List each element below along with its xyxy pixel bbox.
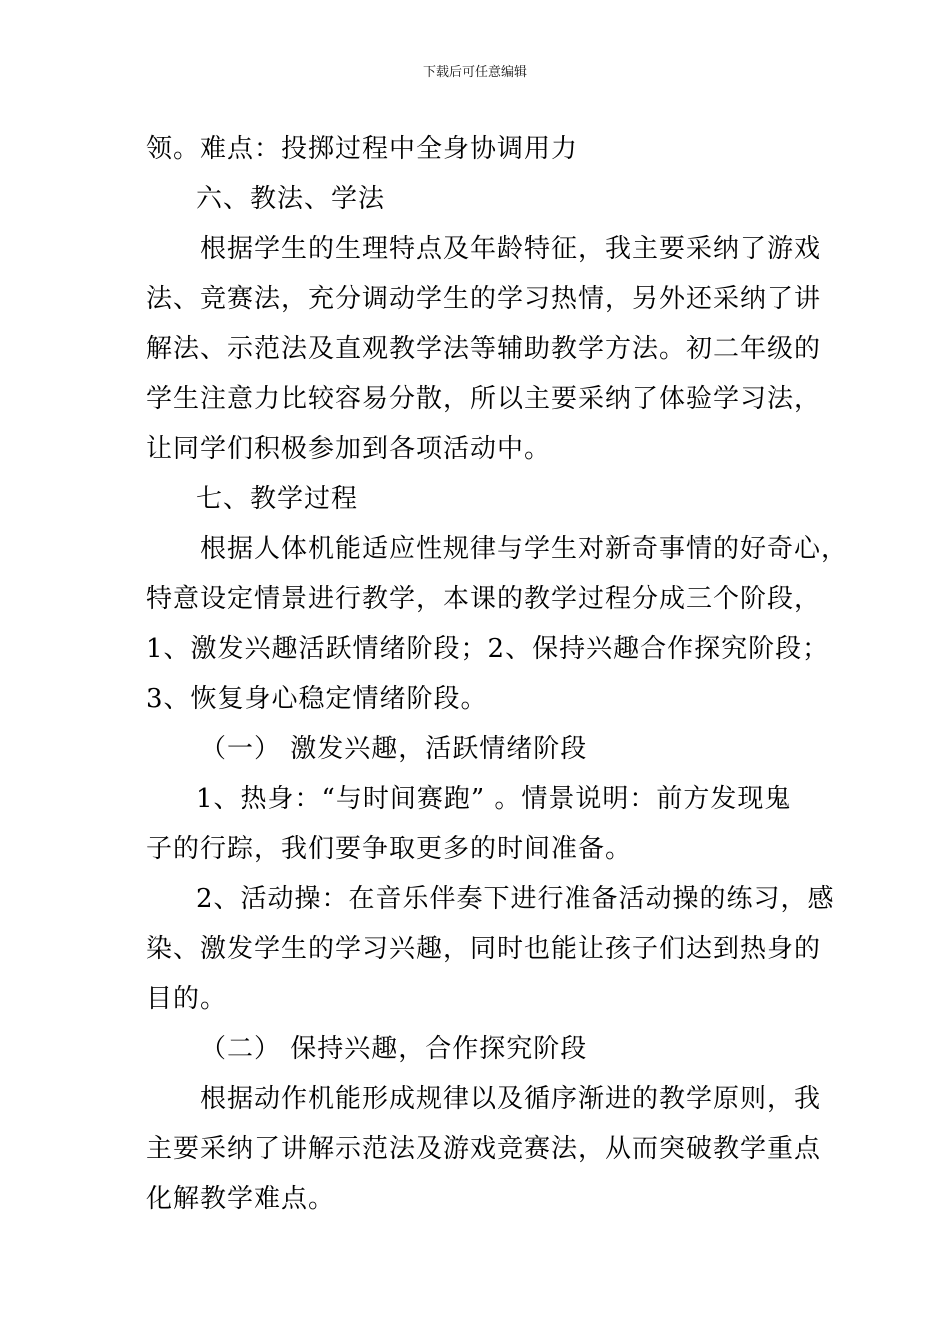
text-line: 2、活动操：在音乐伴奏下进行准备活动操的练习，感: [196, 884, 835, 914]
text-line: 特意设定情景进行教学，本课的教学过程分成三个阶段，: [146, 584, 822, 614]
page-header: 下载后可任意编辑: [422, 65, 527, 80]
text-line: 1、热身：“与时间赛跑” 。情景说明：前方发现鬼: [196, 784, 792, 814]
text-line: 根据动作机能形成规律以及循序渐进的教学原则，我: [200, 1084, 822, 1114]
text-line: 化解教学难点。: [146, 1184, 336, 1214]
text-line: 目的。: [146, 984, 228, 1014]
text-line: 主要采纳了讲解示范法及游戏竞赛法，从而突破教学重点: [146, 1134, 822, 1164]
section-heading: 六、教法、学法: [196, 184, 386, 214]
text-line: 染、激发学生的学习兴趣，同时也能让孩子们达到热身的: [146, 934, 822, 964]
text-line: 根据人体机能适应性规律与学生对新奇事情的好奇心，: [200, 534, 849, 564]
section-heading: 七、教学过程: [196, 484, 359, 514]
text-line: 法、竞赛法，充分调动学生的学习热情，另外还采纳了讲: [146, 284, 822, 314]
text-line: 3、恢复身心稳定情绪阶段。: [146, 684, 488, 714]
text-line: 让同学们积极参加到各项活动中。: [146, 434, 552, 464]
text-line: 根据学生的生理特点及年龄特征，我主要采纳了游戏: [200, 234, 822, 264]
text-line: 领。难点：投掷过程中全身协调用力: [146, 134, 579, 164]
subsection-heading: （二） 保持兴趣，合作探究阶段: [200, 1034, 588, 1064]
text-line: 解法、示范法及直观教学法等辅助教学方法。初二年级的: [146, 334, 822, 364]
text-line: 1、激发兴趣活跃情绪阶段；2、保持兴趣合作探究阶段；: [146, 634, 830, 664]
text-line: 学生注意力比较容易分散，所以主要采纳了体验学习法，: [146, 384, 822, 414]
subsection-heading: （一） 激发兴趣，活跃情绪阶段: [200, 734, 588, 764]
text-line: 子的行踪，我们要争取更多的时间准备。: [146, 834, 633, 864]
